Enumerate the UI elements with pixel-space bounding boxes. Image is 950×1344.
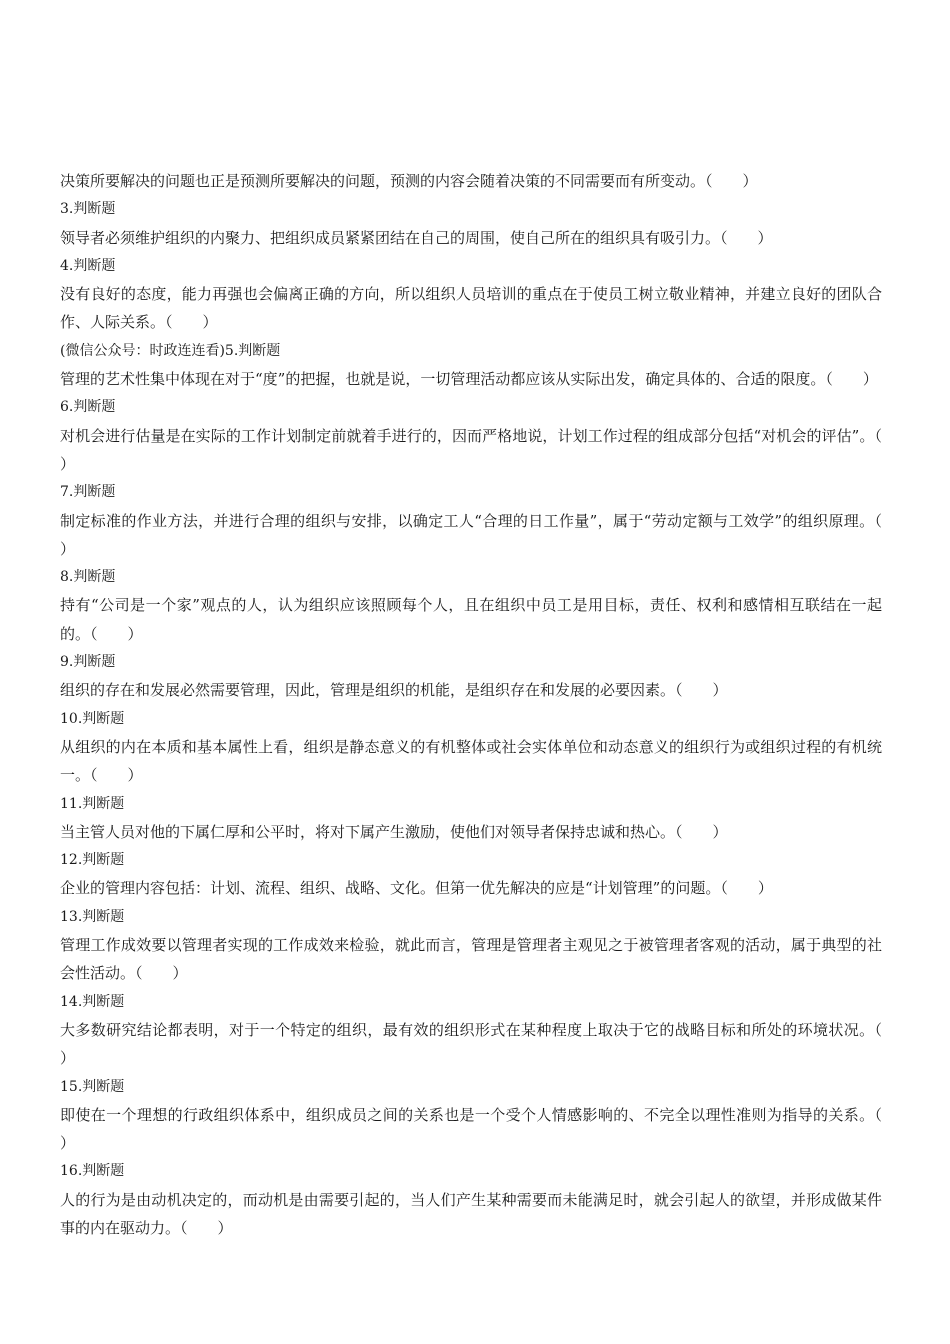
question-14-label: 14.判断题 <box>60 993 125 1010</box>
question-9-label: 9.判断题 <box>60 654 116 671</box>
question-13-text: 管理工作成效要以管理者实现的工作成效来检验，就此而言，管理是管理者主观见之于被管理者客观的活动，属于典型的社会性活动。（ ） <box>60 936 882 983</box>
document-page <box>60 167 913 1242</box>
question-16-label: 16.判断题 <box>60 1163 125 1180</box>
question-11-label: 11.判断题 <box>60 795 125 812</box>
question-8-text: 持有“公司是一个家”观点的人，认为组织应该照顾每个人，且在组织中员工是用目标，责任、权利和感情相互联结在一起的。（ ） <box>60 596 882 643</box>
question-3-label: 3.判断题 <box>60 201 116 218</box>
question-13-label: 13.判断题 <box>60 908 125 925</box>
intro-question-text: 决策所要解决的问题也正是预测所要解决的问题，预测的内容会随着决策的不同需要而有所变动。（ ） <box>60 172 758 190</box>
question-12-label: 12.判断题 <box>60 852 125 869</box>
question-9-text: 组织的存在和发展必然需要管理，因此，管理是组织的机能，是组织存在和发展的必要因素。（ ） <box>60 681 728 700</box>
question-6-label: 6.判断题 <box>60 399 116 416</box>
question-11-text: 当主管人员对他的下属仁厚和公平时，将对下属产生激励，使他们对领导者保持忠诚和热心。（ ） <box>60 822 728 841</box>
question-4-text: 没有良好的态度，能力再强也会偏离正确的方向，所以组织人员培训的重点在于使员工树立敬业精神，并建立良好的团队合作、人际关系。（ ） <box>60 285 882 332</box>
question-12-text: 企业的管理内容包括：计划、流程、组织、战略、文化。但第一优先解决的应是“计划管理”的问题。（ ） <box>60 879 773 898</box>
question-10-text: 从组织的内在本质和基本属性上看，组织是静态意义的有机整体或社会实体单位和动态意义的组织行为或组织过程的有机统一。（ ） <box>60 737 882 785</box>
question-8-label: 8.判断题 <box>60 569 116 586</box>
question-5-text: 管理的艺术性集中体现在对于“度”的把握，也就是说，一切管理活动都应该从实际出发，确定具体的、合适的限度。（ ） <box>60 370 878 389</box>
question-14-text: 大多数研究结论都表明，对于一个特定的组织，最有效的组织形式在某种程度上取决于它的战略目标和所处的环境状况。（ ） <box>60 1020 913 1068</box>
question-7-label: 7.判断题 <box>60 484 116 501</box>
question-5-label: (微信公众号：时政连连看)5.判断题 <box>60 342 281 359</box>
question-10-label: 10.判断题 <box>60 710 125 727</box>
question-7-text: 制定标准的作业方法，并进行合理的组织与安排，以确定工人“合理的日工作量”，属于“劳动定额与工效学”的组织原理。（ ） <box>60 511 913 558</box>
question-3-text: 领导者必须维护组织的内聚力、把组织成员紧紧团结在自己的周围，使自己所在的组织具有吸引力。（ ） <box>60 228 773 247</box>
question-15-text: 即使在一个理想的行政组织体系中，组织成员之间的关系也是一个受个人情感影响的、不完全以理性准则为指导的关系。（ ） <box>60 1105 913 1153</box>
question-16-text: 人的行为是由动机决定的，而动机是由需要引起的，当人们产生某种需要而未能满足时，就会引起人的欲望，并形成做某件事的内在驱动力。（ ） <box>60 1190 882 1237</box>
question-4-label: 4.判断题 <box>60 257 116 274</box>
question-6-text: 对机会进行估量是在实际的工作计划制定前就着手进行的，因而严格地说，计划工作过程的组成部分包括“对机会的评估”。（ ） <box>60 426 913 473</box>
question-15-label: 15.判断题 <box>60 1078 125 1095</box>
